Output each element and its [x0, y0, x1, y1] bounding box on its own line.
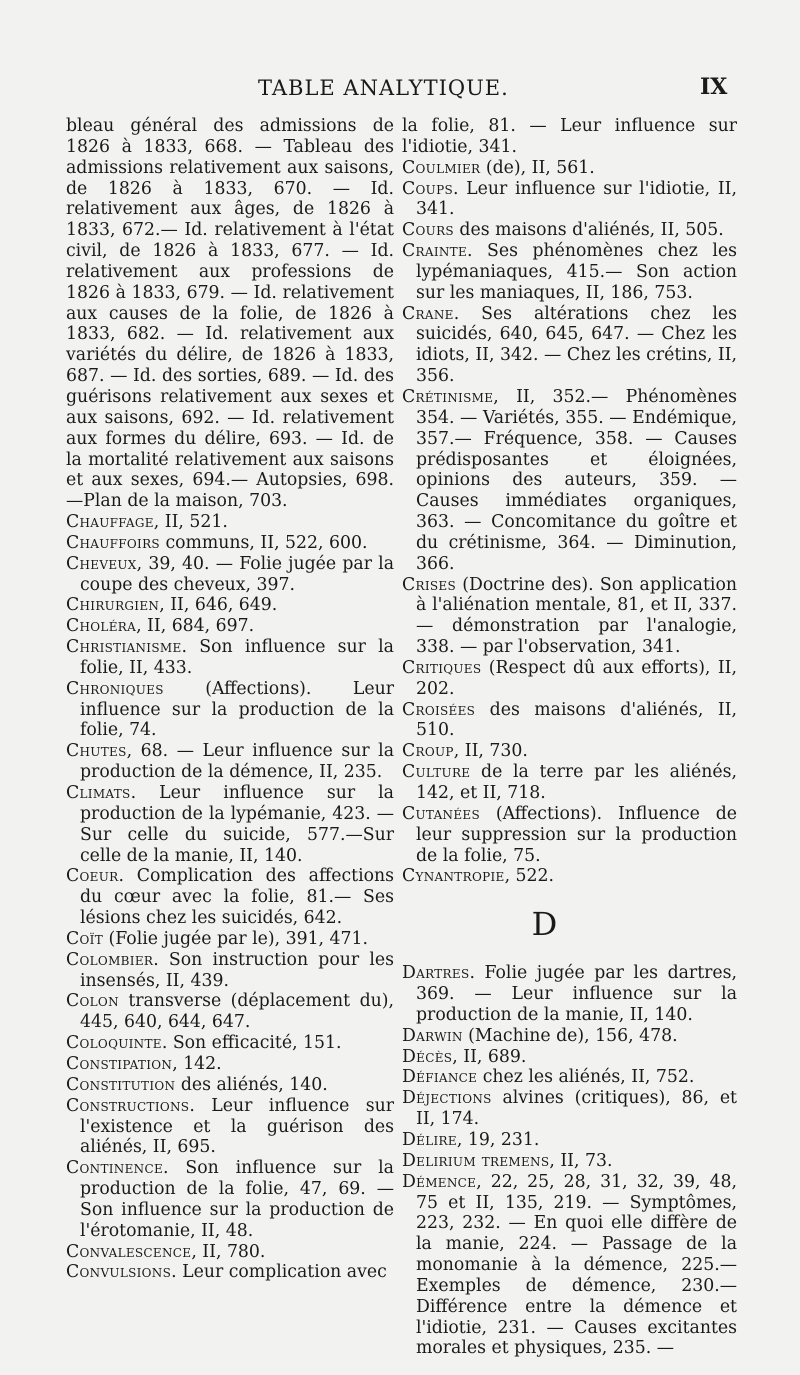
right-column-c-entries — [402, 116, 737, 887]
index-entry — [402, 1026, 737, 1047]
index-entry-headword: Coït — [66, 928, 104, 949]
index-entry — [402, 1151, 737, 1172]
index-entry-headword: Christianisme — [66, 637, 182, 658]
index-entry-text: . Ses phénomènes chez les lypémaniaques, 415.— Son action sur les maniaques, II, 186, 753. — [416, 241, 737, 303]
index-entry-headword: Chroniques — [66, 678, 164, 699]
index-entry-headword: Dartres — [402, 963, 470, 984]
index-entry — [66, 741, 394, 783]
index-entry-headword: Colon — [66, 991, 119, 1012]
index-entry-text: chez les aliénés, II, 752. — [477, 1067, 695, 1088]
index-entry-text: (Doctrine des). Son application à l'aliénation mentale, 81, et II, 337. — démonstration par l'analogie, 338. — par l'observation, 341. — [416, 574, 737, 658]
index-entry-text: (Affections). Leur influence sur la production de la folie, 74. — [80, 678, 394, 741]
index-entry-headword: Coloquinte — [66, 1033, 162, 1054]
index-entry-headword: Coups — [402, 178, 453, 199]
index-entry-headword: Crane — [402, 303, 454, 324]
index-entry-text: . Leur influence sur l'idiotie, II, 341. — [416, 178, 737, 220]
index-entry-headword: Croisées — [402, 699, 476, 720]
index-entry — [66, 1262, 394, 1283]
index-entry-text: des maisons d'aliénés, II, 510. — [416, 699, 737, 741]
index-entry-headword: Défiance — [402, 1067, 478, 1088]
index-entry-text: (Machine de), 156, 478. — [462, 1025, 678, 1046]
index-entry-text: , II, 521. — [153, 512, 228, 533]
index-entry-headword: Coeur — [66, 866, 119, 887]
index-entry — [66, 783, 394, 866]
index-entry-headword: Delirium tremens — [402, 1150, 550, 1171]
index-entry — [402, 658, 737, 700]
index-entry-text: , II, 646, 649. — [159, 595, 278, 616]
index-entry-text: , II, 780. — [191, 1241, 266, 1262]
index-entry-headword: Démence — [402, 1171, 477, 1192]
index-entry-text: des maisons d'aliénés, II, 505. — [453, 220, 724, 241]
index-entry-text: . Folie jugée par les dartres, 369. — Leur influence sur la production de la manie, II, 140. — [416, 963, 737, 1025]
index-entry-headword: Culture — [402, 762, 471, 783]
index-entry-text: transverse (déplacement du), 445, 640, 644, 647. — [80, 991, 394, 1033]
index-entry-text: , 142. — [172, 1053, 222, 1074]
index-entry-headword: Déjections — [402, 1088, 492, 1109]
index-entry — [66, 1242, 394, 1263]
index-entry-headword: Chirurgien — [66, 595, 160, 616]
index-entry-text: , 39, 40. — Folie jugée par la coupe des cheveux, 397. — [80, 553, 394, 595]
index-entry — [66, 950, 394, 992]
index-entry-headword: Choléra — [66, 616, 137, 637]
index-entry-headword: Constructions — [66, 1095, 190, 1116]
index-entry — [402, 1067, 737, 1088]
index-entry-headword: Chauffoirs — [66, 532, 160, 553]
index-entry-text: . Son instruction pour les insensés, II, 439. — [80, 949, 394, 991]
index-entry — [66, 1054, 394, 1075]
page-title: TABLE ANALYTIQUE. — [258, 76, 509, 100]
index-entry — [66, 1158, 394, 1241]
index-entry-headword: Constitution — [66, 1074, 176, 1095]
index-entry — [66, 866, 394, 929]
right-column-d-entries — [402, 963, 737, 1359]
running-header — [0, 76, 800, 106]
right-column — [402, 116, 737, 1359]
index-entry-headword: Délire — [402, 1129, 457, 1150]
index-entry — [66, 533, 394, 554]
index-entry-headword: Coulmier — [402, 157, 481, 178]
page-number: IX — [700, 74, 728, 100]
index-entry-text: , 19, 231. — [456, 1129, 540, 1150]
index-entry-headword: Cheveux — [66, 553, 137, 574]
index-entry-text: . Son influence sur la production de la folie, 47, 69. — Son influence sur la production de l'érotomanie, II, 48. — [80, 1158, 394, 1241]
index-entry-headword: Cutanées — [402, 803, 480, 824]
index-entry — [66, 679, 394, 742]
index-entry-text: , II, 684, 697. — [136, 616, 255, 637]
index-entry-text: bleau général des admissions de 1826 à 1833, 668. — Tableau des admissions relativement aux saisons, de 1826 à 1833, 670. — Id. relativement aux âges, de 1826 à 1833, 672.— Id. relativement à l'état civil, de 1826 à 1833, 677. — Id. relativement aux professions de 1826 à 1833, 679. — Id. relativement aux causes de la folie, de 1826 à 1833, 682. — Id. relativement aux variétés du délire, de 1826 à 1833, 687. — Id. des sorties, 689. — Id. des guérisons relativement aux sexes et aux saisons, 692. — Id. relativement aux formes du délire, 693. — Id. de la mortalité relativement aux saisons et aux sexes, 694.— Autopsies, 698.—Plan de la maison, 703. — [66, 116, 394, 512]
index-entry-text: alvines (critiques), 86, et II, 174. — [416, 1088, 737, 1130]
index-entry-text: communs, II, 522, 600. — [159, 532, 368, 553]
index-entry-headword: Chutes — [66, 741, 127, 762]
index-entry — [402, 1088, 737, 1130]
index-entry — [402, 804, 737, 867]
index-entry-text: , II, 352.— Phénomènes 354. — Variétés, 355. — Endémique, 357.— Fréquence, 358. — Causes prédisposantes et éloignées, opinions des auteurs, 359. — Causes immédiates organiques, 363. — Concomitance du goître et du crétinisme, 364. — Diminution, 366. — [416, 386, 737, 574]
index-entry-headword: Colombier — [66, 949, 154, 970]
index-entry — [66, 116, 394, 512]
index-entry-headword: Convulsions — [66, 1262, 172, 1283]
index-entry — [66, 554, 394, 596]
index-entry-headword: Crises — [402, 574, 456, 595]
left-column — [66, 116, 394, 1283]
index-entry-headword: Cours — [402, 220, 454, 241]
index-entry-text: (Folie jugée par le), 391, 471. — [103, 928, 369, 949]
index-entry-text: la folie, 81. — Leur influence sur l'idiotie, 341. — [402, 116, 737, 157]
index-entry — [66, 616, 394, 637]
index-entry — [66, 637, 394, 679]
index-entry — [66, 929, 394, 950]
index-entry-headword: Crétinisme — [402, 386, 494, 407]
index-entry-text: . Ses altérations chez les suicidés, 640, 645, 647. — Chez les idiots, II, 342. — Chez les crétins, II, 356. — [416, 303, 737, 387]
index-entry — [402, 1130, 737, 1151]
index-entry — [66, 1075, 394, 1096]
index-entry-text: . Son efficacité, 151. — [161, 1033, 342, 1054]
index-entry-headword: Continence — [66, 1158, 164, 1179]
index-entry-text: . Leur complication avec — [171, 1262, 387, 1283]
index-entry — [402, 575, 737, 658]
index-entry-text: (Respect dû aux efforts), II, 202. — [416, 657, 737, 699]
index-entry — [402, 158, 737, 179]
index-entry-text: , II, 689. — [452, 1046, 527, 1067]
index-entry — [66, 991, 394, 1033]
index-entry — [402, 179, 737, 221]
index-entry — [66, 1033, 394, 1054]
index-entry-text: . Son influence sur la folie, II, 433. — [80, 637, 394, 678]
index-entry-headword: Chauffage — [66, 512, 154, 533]
index-entry-headword: Crainte — [402, 241, 468, 262]
index-entry — [402, 241, 737, 304]
index-entry — [402, 1047, 737, 1068]
index-entry — [402, 866, 737, 887]
index-entry-headword: Convalescence — [66, 1241, 192, 1262]
index-entry — [402, 762, 737, 804]
index-entry — [402, 741, 737, 762]
index-entry — [66, 595, 394, 616]
index-entry-headword: Constipation — [66, 1053, 173, 1074]
index-entry — [66, 512, 394, 533]
index-entry-headword: Climats — [66, 783, 131, 803]
index-entry-text: des aliénés, 140. — [175, 1074, 328, 1095]
index-entry-text: . Leur influence sur l'existence et la guérison des aliénés, II, 695. — [80, 1095, 394, 1158]
index-entry — [402, 116, 737, 158]
index-entry-text: , II, 73. — [549, 1150, 613, 1171]
index-entry-text: de la terre par les aliénés, 142, et II, 718. — [416, 762, 737, 803]
index-entry-text: (de), II, 561. — [480, 157, 595, 178]
index-entry-text: , 22, 25, 28, 31, 32, 39, 48, 75 et II, 135, 219. — Symptômes, 223, 232. — En quoi elle diffère de la manie, 224. — Passage de la monomanie à la démence, 225.—Exemples de démence, 230.—Différence entre la démence et l'idiotie, 231. — Causes excitantes morales et physiques, 235. — — [416, 1171, 737, 1359]
index-entry-text: . Complication des affections du cœur avec la folie, 81.— Ses lésions chez les suicidés, 642. — [80, 866, 394, 929]
index-entry-headword: Décès — [402, 1046, 453, 1067]
index-entry-text: , II, 730. — [453, 741, 528, 762]
index-entry-text: . Leur influence sur la production de la lypémanie, 423. — Sur celle du suicide, 577.—Sur celle de la manie, II, 140. — [80, 783, 394, 866]
index-entry-text: , 68. — Leur influence sur la production de la démence, II, 235. — [80, 741, 394, 783]
index-entry-headword: Darwin — [402, 1025, 463, 1046]
index-entry — [66, 1096, 394, 1159]
index-entry — [402, 387, 737, 575]
index-entry-text: , 522. — [504, 866, 555, 887]
index-entry-text: (Affections). Influence de leur suppression sur la production de la folie, 75. — [416, 803, 737, 866]
index-entry — [402, 1172, 737, 1360]
index-entry — [402, 304, 737, 387]
index-entry — [402, 220, 737, 241]
index-entry — [402, 963, 737, 1026]
index-entry-headword: Critiques — [402, 657, 482, 678]
index-entry — [402, 700, 737, 742]
section-letter: D — [531, 905, 558, 944]
index-entry-headword: Croup — [402, 741, 454, 762]
index-entry-headword: Cynantropie — [402, 866, 505, 887]
